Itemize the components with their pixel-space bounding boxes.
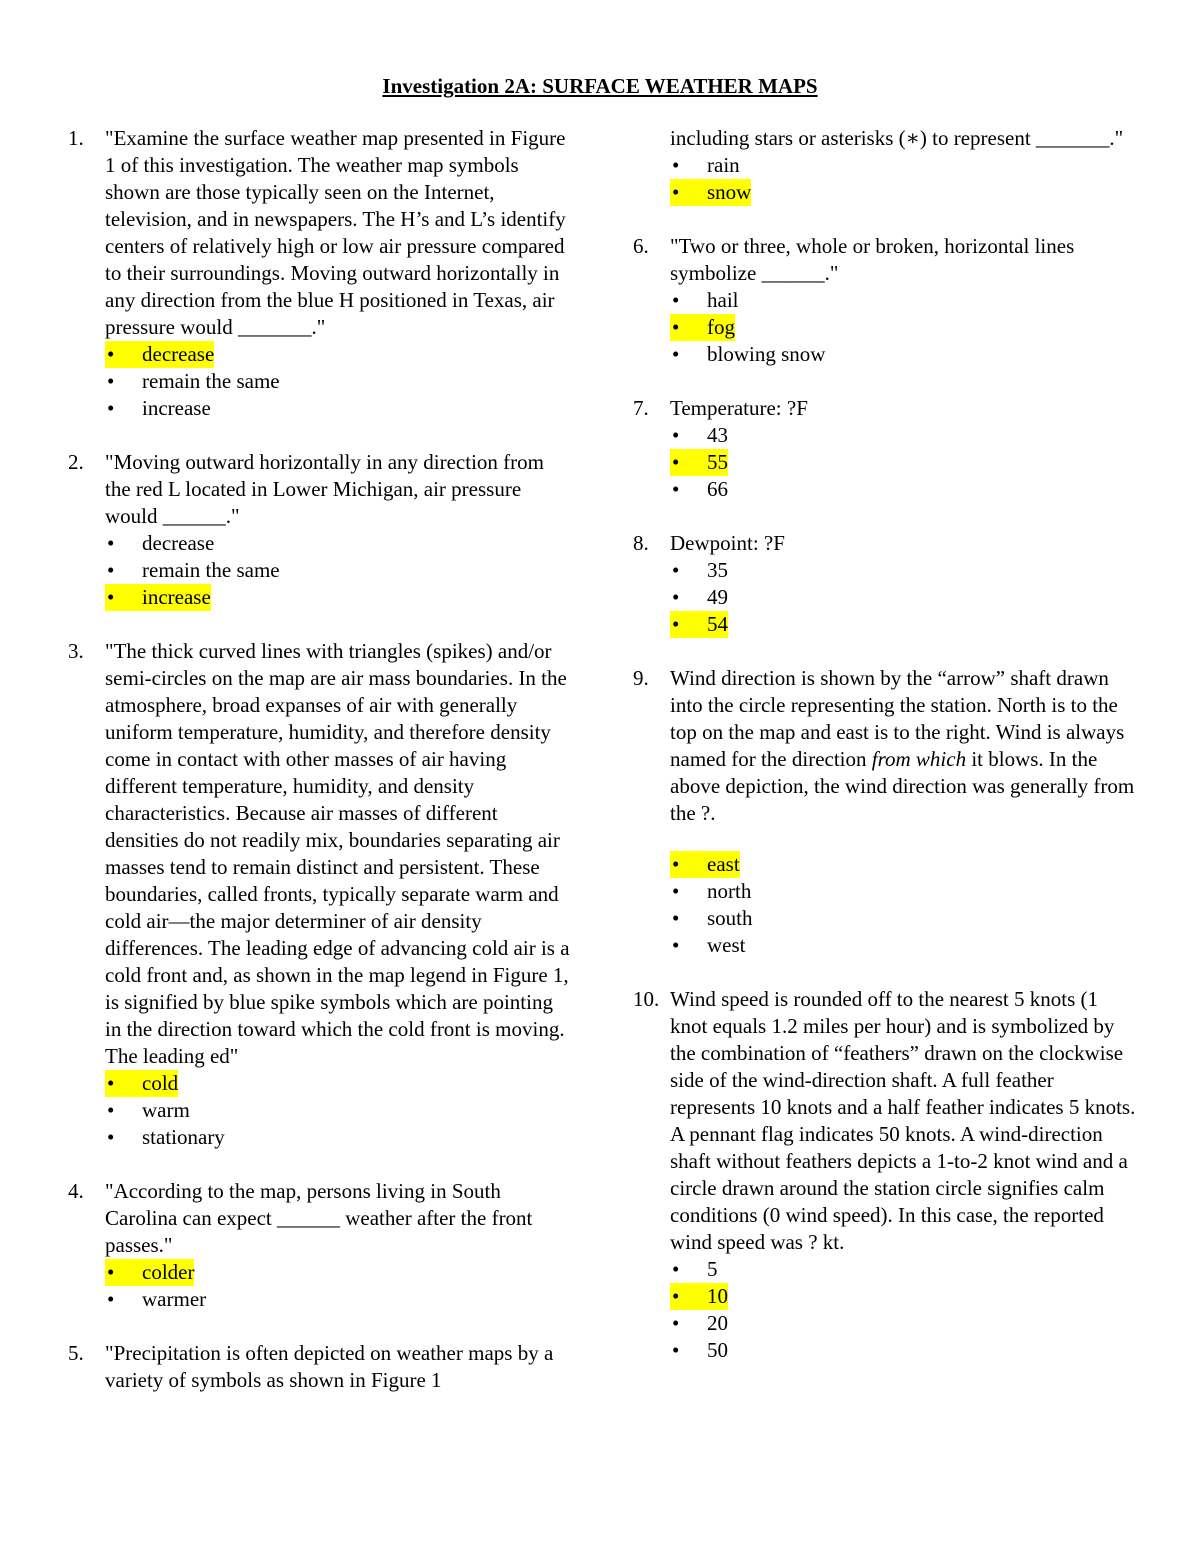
question-number: 9. [633,666,649,690]
italic-phrase: from which [871,747,967,771]
answer-label: north [707,879,752,903]
answer-options [105,1070,573,1151]
answer-option [105,341,573,368]
answer-label: 20 [707,1311,728,1335]
question-text [670,665,1138,827]
answer-choice [670,1337,728,1364]
answer-label: 10 [707,1284,728,1308]
bullet-icon: • [672,423,680,447]
answer-choice [670,422,728,449]
bullet-icon: • [107,585,115,609]
answer-choice [105,368,280,395]
answer-label: stationary [142,1125,225,1149]
answer-options [105,530,573,611]
answer-option [670,314,1138,341]
answer-choice [670,584,728,611]
bullet-icon: • [107,369,115,393]
question-3 [68,638,573,1151]
question-number: 1. [68,126,84,150]
question-text: Wind speed is rounded off to the nearest 5 knots (1 knot equals 1.2 miles per hour) and is symbolized by the combination of “feathers” drawn on the clockwise side of the wind-direction shaft. A full feather represents 10 knots and a half feather indicates 5 knots. A pennant flag indicates 50 knots. A wind-direction shaft without feathers depicts a 1-to-2 knot wind and a circle drawn around the station circle signifies calm conditions (0 wind speed). In this case, the reported wind speed was ? kt. [670,987,1136,1254]
answer-option [670,932,1138,959]
question-1 [68,125,573,422]
question-text: Temperature: ?F [670,396,808,420]
answer-option [670,1256,1138,1283]
bullet-icon: • [107,1098,115,1122]
answer-label: remain the same [142,369,280,393]
bullet-icon: • [672,612,680,636]
bullet-icon: • [672,852,680,876]
answer-option [670,878,1138,905]
answer-options [670,557,1138,638]
bullet-icon: • [672,180,680,204]
answer-option [105,557,573,584]
bullet-icon: • [672,1338,680,1362]
question-8 [633,530,1138,638]
answer-choice [670,287,739,314]
highlighted-answer [670,1283,728,1310]
bullet-icon: • [107,1071,115,1095]
highlighted-answer [105,341,214,368]
question-9 [633,665,1138,959]
bullet-icon: • [107,558,115,582]
answer-label: decrease [142,342,215,366]
answer-options [670,422,1138,503]
answer-label: south [707,906,753,930]
answer-label: warmer [142,1287,207,1311]
answer-label: 5 [707,1257,718,1281]
answer-options [670,152,1138,206]
answer-choice [105,395,211,422]
answer-label: rain [707,153,740,177]
answer-options [670,287,1138,368]
answer-label: west [707,933,746,957]
answer-label: increase [142,585,211,609]
answer-choice [670,878,751,905]
answer-option [670,1283,1138,1310]
bullet-icon: • [107,1287,115,1311]
question-text: "Precipitation is often depicted on weather maps by a variety of symbols as shown in Figure 1 [105,1341,554,1392]
answer-label: 54 [707,612,728,636]
bullet-icon: • [107,342,115,366]
bullet-icon: • [672,879,680,903]
question-number: 4. [68,1179,84,1203]
answer-label: fog [707,315,735,339]
highlighted-answer [670,851,740,878]
question-2 [68,449,573,611]
bullet-icon: • [672,153,680,177]
question-text-part: Wind direction is shown by the “arrow” shaft drawn into the circle representing the station. North is to the top on the map and east is to the right. Wind is always named for the direction [670,666,1125,771]
answer-option [105,584,573,611]
question-text: "According to the map, persons living in South Carolina can expect ______ weather after the front passes." [105,1179,533,1257]
answer-option [670,1337,1138,1364]
bullet-icon: • [107,1260,115,1284]
answer-option [670,179,1138,206]
question-7 [633,395,1138,503]
answer-label: 66 [707,477,728,501]
bullet-icon: • [672,585,680,609]
answer-choice [670,905,753,932]
answer-label: east [707,852,740,876]
answer-option [670,1310,1138,1337]
answer-option [105,1070,573,1097]
answer-option [105,1286,573,1313]
answer-label: remain the same [142,558,280,582]
question-6 [633,233,1138,368]
bullet-icon: • [672,933,680,957]
question-number: 6. [633,234,649,258]
bullet-icon: • [672,315,680,339]
answer-option [105,1124,573,1151]
page-title: Investigation 2A: SURFACE WEATHER MAPS [382,74,818,98]
highlighted-answer [105,1070,178,1097]
question-number: 5. [68,1341,84,1365]
question-text: including stars or asterisks (∗) to represent _______." [670,126,1124,150]
question-text: "The thick curved lines with triangles (spikes) and/or semi-circles on the map are air mass boundaries. In the atmosphere, broad expanses of air with generally uniform temperature, humidity, and therefore density come in contact with other masses of air having different temperature, humidity, and density characteristics. Because air masses of different densities do not readily mix, boundaries separating air masses tend to remain distinct and persistent. These boundaries, called fronts, typically separate warm and cold air—the major determiner of air density differences. The leading edge of advancing cold air is a cold front and, as shown in the map legend in Figure 1, is signified by blue spike symbols which are pointing in the direction toward which the cold front is moving. The leading ed" [105,639,570,1068]
highlighted-answer [105,1259,194,1286]
bullet-icon: • [672,1284,680,1308]
bullet-icon: • [672,477,680,501]
question-text: "Moving outward horizontally in any direction from the red L located in Lower Michigan, air pressure would ______." [105,450,544,528]
answer-option [670,611,1138,638]
answer-label: hail [707,288,739,312]
right-column [633,125,1138,1391]
bullet-icon: • [107,531,115,555]
answer-label: 49 [707,585,728,609]
answer-option [670,152,1138,179]
bullet-icon: • [672,342,680,366]
answer-label: colder [142,1260,195,1284]
answer-option [105,1097,573,1124]
question-text: Dewpoint: ?F [670,531,785,555]
answer-label: 50 [707,1338,728,1362]
answer-option [670,449,1138,476]
answer-option [670,422,1138,449]
bullet-icon: • [672,450,680,474]
answer-option [105,395,573,422]
answer-choice [105,1097,190,1124]
answer-option [670,851,1138,878]
question-number: 7. [633,396,649,420]
bullet-icon: • [672,288,680,312]
answer-label: 55 [707,450,728,474]
answer-option [670,287,1138,314]
answer-option [670,557,1138,584]
question-text: "Two or three, whole or broken, horizontal lines symbolize ______." [670,234,1075,285]
answer-choice [670,932,746,959]
highlighted-answer [670,449,728,476]
question-number: 10. [633,987,660,1011]
answer-choice [105,530,214,557]
answer-choice [670,1256,718,1283]
answer-options [105,341,573,422]
highlighted-answer [670,611,728,638]
answer-choice [105,1286,206,1313]
answer-label: increase [142,396,211,420]
question-text-part: it blows. In the above depiction, the wind direction was generally from the ?. [670,747,1135,825]
answer-label: 43 [707,423,728,447]
answer-label: warm [142,1098,190,1122]
question-5 [68,1340,573,1394]
answer-options [670,851,1138,959]
answer-choice [105,1124,225,1151]
bullet-icon: • [672,906,680,930]
answer-option [670,476,1138,503]
answer-label: cold [142,1071,179,1095]
question-number: 2. [68,450,84,474]
answer-choice [105,557,280,584]
answer-choice [670,341,825,368]
bullet-icon: • [107,396,115,420]
bullet-icon: • [672,1257,680,1281]
left-column [68,125,573,1394]
bullet-icon: • [672,1311,680,1335]
answer-option [670,905,1138,932]
bullet-icon: • [672,558,680,582]
answer-option [670,584,1138,611]
bullet-icon: • [107,1125,115,1149]
answer-choice [670,476,728,503]
answer-choice [670,152,740,179]
answer-label: decrease [142,531,215,555]
question-10 [633,986,1138,1364]
answer-options [670,1256,1138,1364]
question-5-continued [633,125,1138,206]
highlighted-answer [670,314,735,341]
question-text: "Examine the surface weather map presented in Figure 1 of this investigation. The weather map symbols shown are those typically seen on the Internet, television, and in newspapers. The H’s and L’s identify centers of relatively high or low air pressure compared to their surroundings. Moving outward horizontally in any direction from the blue H positioned in Texas, air pressure would _______." [105,126,566,339]
answer-choice [670,557,728,584]
answer-option [105,368,573,395]
answer-label: 35 [707,558,728,582]
highlighted-answer [105,584,211,611]
answer-option [105,530,573,557]
answer-option [670,341,1138,368]
answer-options [105,1259,573,1313]
answer-label: blowing snow [707,342,826,366]
answer-choice [670,1310,728,1337]
answer-option [105,1259,573,1286]
highlighted-answer [670,179,751,206]
answer-label: snow [707,180,752,204]
question-number: 3. [68,639,84,663]
question-number: 8. [633,531,649,555]
spacer [670,827,1138,851]
question-4 [68,1178,573,1313]
